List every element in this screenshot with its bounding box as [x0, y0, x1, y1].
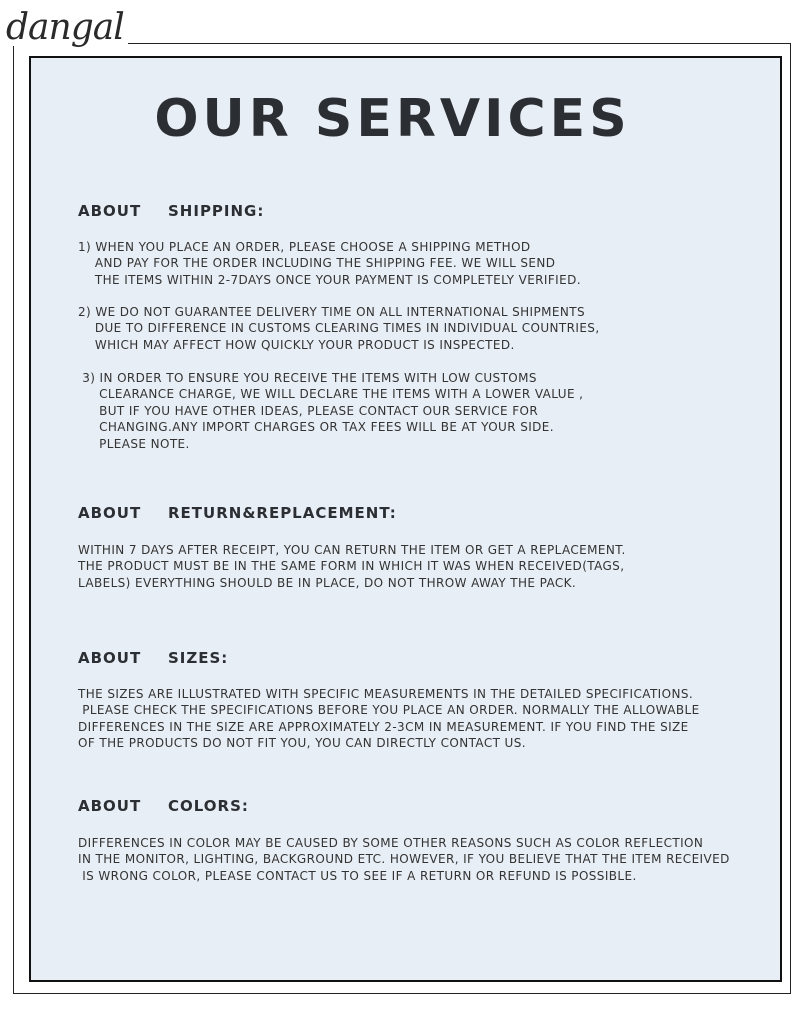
sizes-heading-topic: SIZES:	[168, 649, 229, 667]
page-title: OUR SERVICES	[154, 89, 631, 149]
shipping-heading-topic: SHIPPING:	[168, 202, 265, 220]
shipping-heading-about: ABOUT	[78, 202, 142, 220]
shipping-heading	[78, 202, 264, 220]
brand-logo: dangal	[6, 10, 128, 46]
return-heading-about: ABOUT	[78, 504, 142, 522]
return-body: WITHIN 7 DAYS AFTER RECEIPT, YOU CAN RETURN THE ITEM OR GET A REPLACEMENT. THE PRODUCT MUST BE IN THE SAME FORM IN WHICH IT WAS WHEN RECEIVED(TAGS, LABELS) EVERYTHING SHOULD BE IN PLACE, DO NOT THROW AWAY THE PACK.	[78, 543, 626, 590]
return-heading	[78, 504, 397, 522]
colors-heading-about: ABOUT	[78, 797, 142, 815]
colors-body: DIFFERENCES IN COLOR MAY BE CAUSED BY SOME OTHER REASONS SUCH AS COLOR REFLECTION IN THE MONITOR, LIGHTING, BACKGROUND ETC. HOWEVER, IF YOU BELIEVE THAT THE ITEM RECEIVED IS WRONG COLOR, PLEASE CONTACT US TO SEE IF A RETURN OR REFUND IS POSSIBLE.	[78, 836, 730, 883]
shipping-item-2: 2) WE DO NOT GUARANTEE DELIVERY TIME ON ALL INTERNATIONAL SHIPMENTS DUE TO DIFFERENCE IN CUSTOMS CLEARING TIMES IN INDIVIDUAL COUNTRIES, WHICH MAY AFFECT HOW QUICKLY YOUR PRODUCT IS INSPECTED.	[78, 305, 600, 352]
return-heading-topic: RETURN&REPLACEMENT:	[168, 504, 397, 522]
sizes-body: THE SIZES ARE ILLUSTRATED WITH SPECIFIC MEASUREMENTS IN THE DETAILED SPECIFICATIONS. PLEASE CHECK THE SPECIFICATIONS BEFORE YOU PLACE AN ORDER. NORMALLY THE ALLOWABLE DIFFERENCES IN THE SIZE ARE APPROXIMATELY 2-3CM IN MEASUREMENT. IF YOU FIND THE SIZE OF THE PRODUCTS DO NOT FIT YOU, YOU CAN DIRECTLY CONTACT US.	[78, 687, 700, 751]
shipping-item-1: 1) WHEN YOU PLACE AN ORDER, PLEASE CHOOSE A SHIPPING METHOD AND PAY FOR THE ORDER INCLUDING THE SHIPPING FEE. WE WILL SEND THE ITEMS WITHIN 2-7DAYS ONCE YOUR PAYMENT IS COMPLETELY VERIFIED.	[78, 240, 581, 287]
shipping-item-3: 3) IN ORDER TO ENSURE YOU RECEIVE THE ITEMS WITH LOW CUSTOMS CLEARANCE CHARGE, WE WILL DECLARE THE ITEMS WITH A LOWER VALUE , BUT IF YOU HAVE OTHER IDEAS, PLEASE CONTACT OUR SERVICE FOR CHANGING.ANY IMPORT CHARGES OR TAX FEES WILL BE AT YOUR SIDE. PLEASE NOTE.	[82, 371, 584, 451]
colors-heading	[78, 797, 249, 815]
colors-heading-topic: COLORS:	[168, 797, 249, 815]
sizes-heading	[78, 649, 228, 667]
sizes-heading-about: ABOUT	[78, 649, 142, 667]
